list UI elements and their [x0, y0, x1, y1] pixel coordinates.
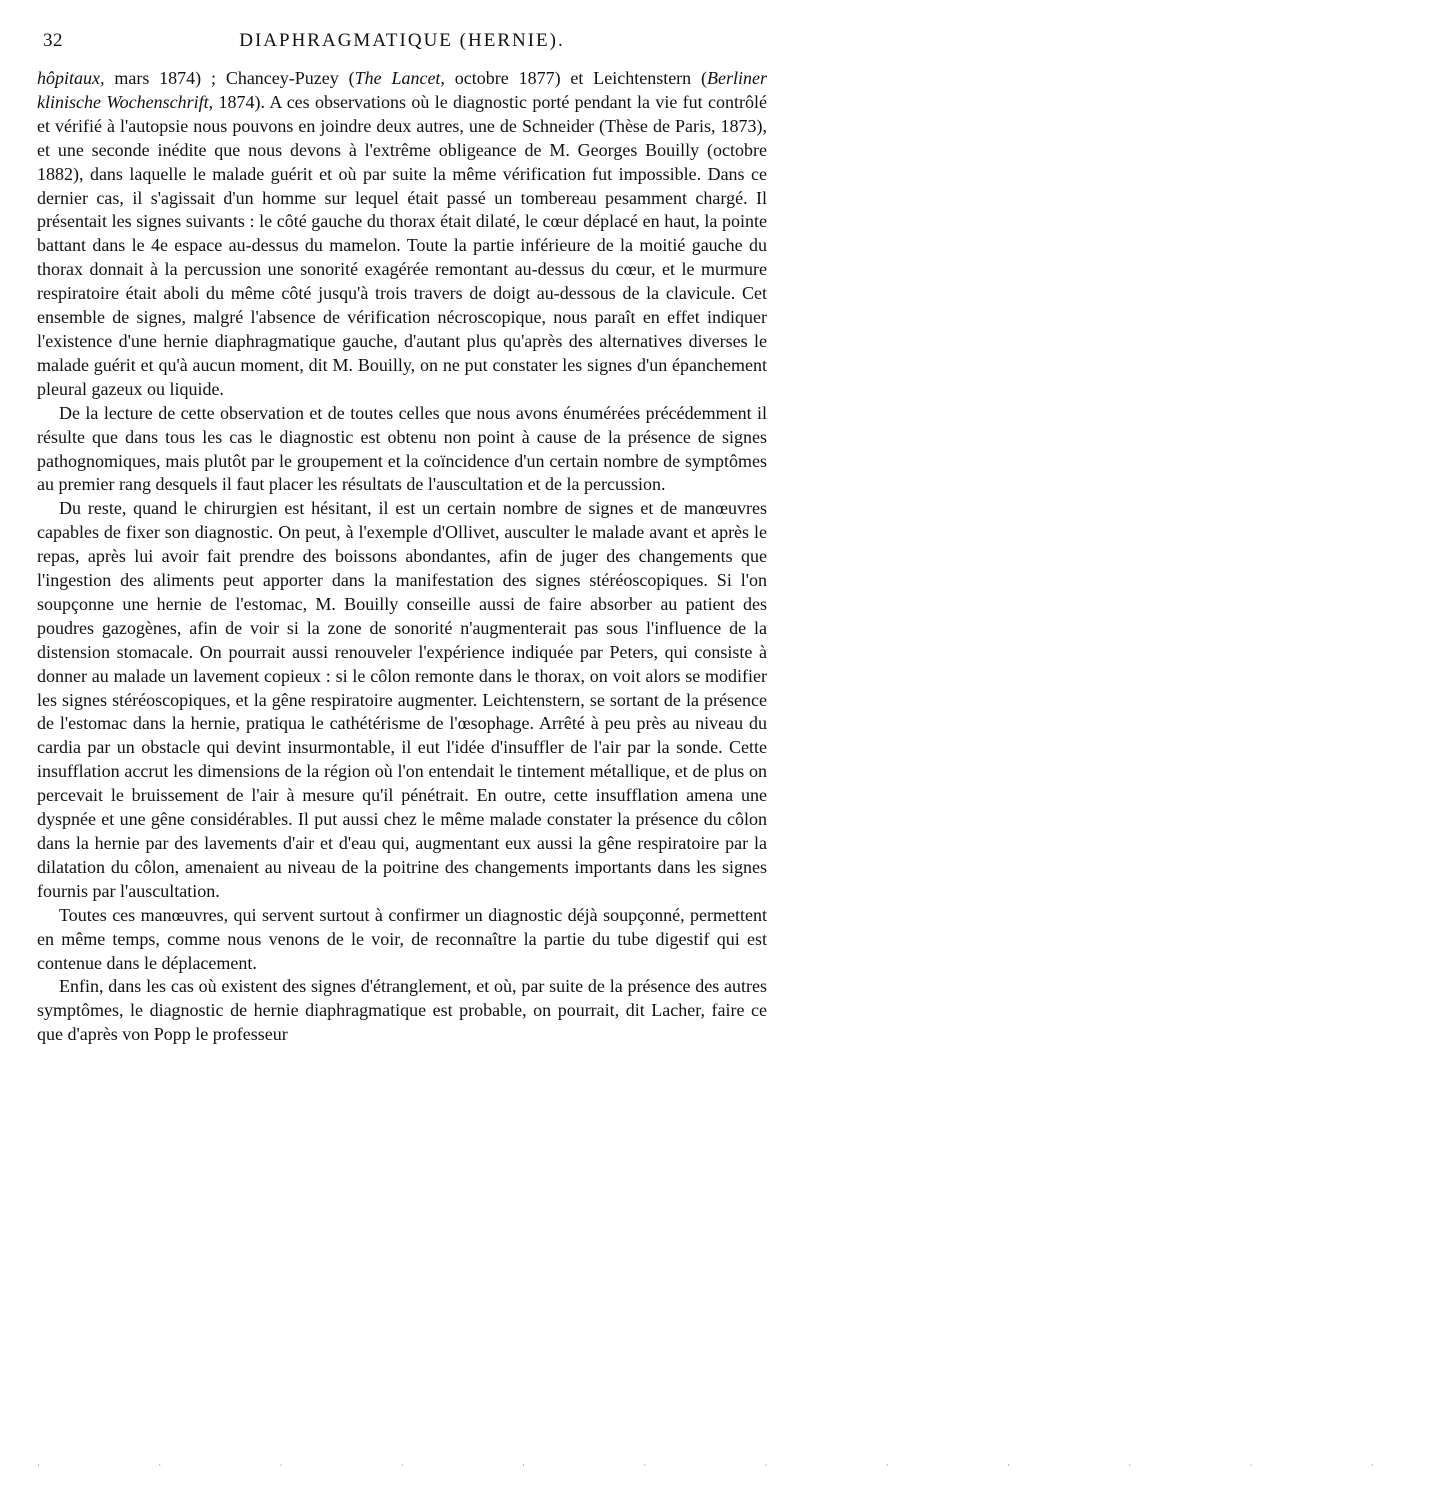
paragraph-1 [37, 67, 767, 402]
journal-title: Berliner klinische Wochenschrift, [37, 68, 768, 112]
paragraph-5: Enfin, dans les cas où existent des signes d'étranglement, et où, par suite de la présence des autres symptômes, le diagnostic de hernie diaphragmatique est probable, on pourrait, dit Lacher, faire ce que d'après von Popp le professeur [37, 976, 767, 1045]
paragraph-4: Toutes ces manœuvres, qui servent surtout à confirmer un diagnostic déjà soupçonné, permettent en même temps, comme nous venons de le voir, de reconnaître la partie du tube digestif qui est contenue dans le déplacement. [37, 904, 767, 973]
scan-artifact-dots: · · · · · · · · · · · · [37, 1460, 1432, 1470]
journal-title: The Lancet, [354, 68, 445, 88]
running-header [37, 30, 767, 58]
running-title: DIAPHRAGMATIQUE (HERNIE). [239, 30, 565, 51]
body-text [37, 67, 767, 1047]
page-number: 32 [43, 30, 63, 51]
italic-text: hôpitaux, [37, 68, 105, 88]
text-run: mars 1874) ; Chancey-Puzey ( [104, 68, 355, 88]
paragraph-3: Du reste, quand le chirurgien est hésitant, il est un certain nombre de signes et de manœuvres capables de fixer son diagnostic. On peut, à l'exemple d'Ollivet, ausculter le malade avant et après le repas, après lui avoir fait prendre des boissons abondantes, afin de juger des changements que l'ingestion des aliments peut apporter dans la manifestation des signes stéréoscopiques. Si l'on soupçonne une hernie de l'estomac, M. Bouilly conseille aussi de faire absorber au patient des poudres gazogènes, afin de voir si la zone de sonorité n'augmenterait pas sous l'influence de la distension stomacale. On pourrait aussi renouveler l'expérience indiquée par Peters, qui consiste à donner au malade un lavement copieux : si le côlon remonte dans le thorax, on voit alors se modifier les signes stéréoscopiques, et la gêne respiratoire augmenter. Leichtenstern, se sortant de la présence de l'estomac dans la hernie, pratiqua le cathétérisme de l'œsophage. Arrêté à peu près au niveau du cardia par un obstacle qui devint insurmontable, il eut l'idée d'insuffler de l'air par la sonde. Cette insufflation accrut les dimensions de la région où l'on entendait le tintement métallique, et de plus on percevait le bruissement de l'air à mesure qu'il pénétrait. En outre, cette insufflation amena une dyspnée et une gêne considérables. Il put aussi chez le même malade constater la présence du côlon dans la hernie par des lavements d'air et d'eau qui, augmentant eux aussi la gêne respiratoire par la dilatation du côlon, amenaient au niveau de la poitrine des changements importants dans les signes fournis par l'auscultation. [37, 498, 767, 901]
paragraph-2: De la lecture de cette observation et de toutes celles que nous avons énumérées précédemment il résulte que dans tous les cas le diagnostic est obtenu non point à cause de la présence de signes pathognomiques, mais plutôt par le groupement et la coïncidence d'un certain nombre de symptômes au premier rang desquels il faut placer les résultats de l'auscultation et de la percussion. [37, 402, 767, 495]
text-run: octobre 1877) et Leichtenstern ( [444, 68, 708, 88]
text-run: 1874). A ces observations où le diagnostic porté pendant la vie fut contrôlé et vérifié à l'autopsie nous pouvons en joindre deux autres, une de Schneider (Thèse de Paris, 1873), et une seconde inédite que nous devons à l'extrême obligeance de M. Georges Bouilly (octobre 1882), dans laquelle le malade guérit et où par suite la même vérification fut impossible. Dans ce dernier cas, il s'agissait d'un homme sur lequel était passé un tombereau pesamment chargé. Il présentait les signes suivants : le côté gauche du thorax était dilaté, le cœur déplacé en haut, la pointe battant dans le 4e espace au-dessus du mamelon. Toute la partie inférieure de la moitié gauche du thorax donnait à la percussion une sonorité exagérée remontant au-dessus du cœur, et le murmure respiratoire était aboli du même côté jusqu'à trois travers de doigt au-dessous de la clavicule. Cet ensemble de signes, malgré l'absence de vérification nécroscopique, nous paraît en effet indiquer l'existence d'une hernie diaphragmatique gauche, d'autant plus qu'après des alternatives diverses le malade guérit et qu'à aucun moment, dit M. Bouilly, on ne put constater les signes d'un épanchement pleural gazeux ou liquide. [37, 91, 767, 399]
